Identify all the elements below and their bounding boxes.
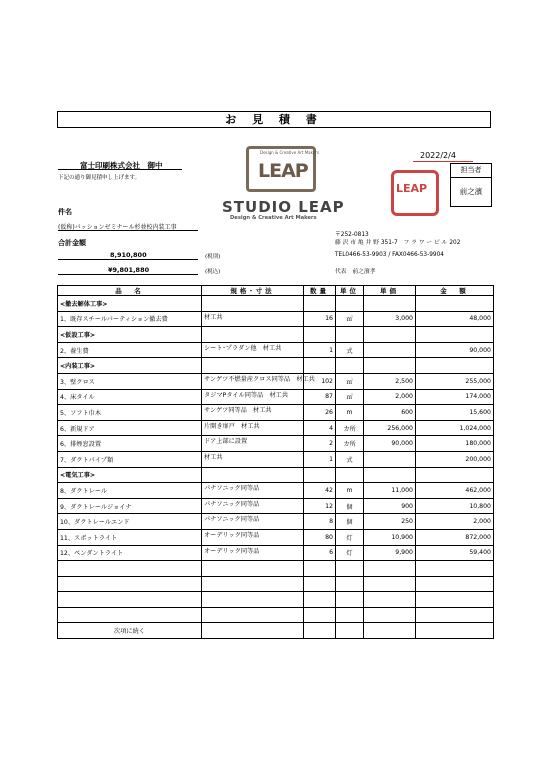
cell-qty: 16: [304, 311, 336, 327]
table-row: [58, 420, 494, 436]
cell-spec: [202, 623, 304, 639]
cell-unit: [336, 358, 364, 374]
cell-amount: 180,000: [416, 436, 494, 452]
issue-date: 2022/2/4: [420, 151, 456, 160]
cell-name: [58, 592, 202, 608]
cell-unit: ㎡: [336, 389, 364, 405]
header-spec: 規格･寸法: [202, 286, 304, 296]
client-name: 富士印刷株式会社 御中: [80, 161, 163, 170]
table-row: [58, 623, 494, 639]
kenmei-label: 件名: [58, 208, 72, 216]
cell-qty: [304, 561, 336, 577]
cell-price: [364, 358, 416, 374]
table-header-row: [58, 286, 494, 296]
cell-spec: [202, 296, 304, 312]
cell-qty: 1: [304, 451, 336, 467]
cell-qty: [304, 358, 336, 374]
cell-name: [58, 607, 202, 623]
table-row: [58, 373, 494, 389]
cell-amount: 10,800: [416, 498, 494, 514]
cell-amount: 462,000: [416, 483, 494, 499]
table-row: [58, 545, 494, 561]
company-postal: 〒252-0813: [335, 232, 369, 238]
cell-spec: サンゲツ不燃量産クロス同等品 材工共: [202, 373, 304, 389]
cell-spec: 材工共: [202, 451, 304, 467]
cell-unit: m: [336, 405, 364, 421]
cell-price: [364, 327, 416, 343]
cell-price: 2,500: [364, 373, 416, 389]
cell-amount: [416, 358, 494, 374]
section-row: [58, 296, 494, 312]
cell-spec: パナソニック同等品: [202, 483, 304, 499]
table-row: [58, 389, 494, 405]
cell-amount: [416, 576, 494, 592]
cell-unit: 灯: [336, 529, 364, 545]
cell-amount: 872,000: [416, 529, 494, 545]
table-row: [58, 311, 494, 327]
cell-unit: [336, 592, 364, 608]
amount-ex-tax: 8,910,800: [110, 251, 147, 259]
document-title: お 見 積 書: [57, 111, 491, 128]
cell-name: 2、養生費: [58, 342, 202, 358]
cell-qty: [304, 327, 336, 343]
cell-unit: [336, 607, 364, 623]
cell-price: 90,000: [364, 436, 416, 452]
cell-name: 11、スポットライト: [58, 529, 202, 545]
cell-name: 1、既存スチールパーティション撤去費: [58, 311, 202, 327]
table-row: [58, 405, 494, 421]
cell-spec: オーデリック同等品: [202, 529, 304, 545]
cell-qty: [304, 296, 336, 312]
cell-name: 7、ダクトパイプ類: [58, 451, 202, 467]
cell-qty: [304, 592, 336, 608]
cell-unit: [336, 623, 364, 639]
cell-name: 6、新規ドア: [58, 420, 202, 436]
cell-amount: 48,000: [416, 311, 494, 327]
cell-price: [364, 592, 416, 608]
cell-spec: シート･プラダン他 材工共: [202, 342, 304, 358]
table-row: [58, 529, 494, 545]
cell-amount: 200,000: [416, 451, 494, 467]
amount-in-tax: ¥9,801,880: [108, 266, 150, 274]
cell-price: [364, 561, 416, 577]
table-row: [58, 451, 494, 467]
estimate-table: [57, 285, 494, 639]
cell-unit: 個: [336, 514, 364, 530]
cell-name: 5、ソフト巾木: [58, 405, 202, 421]
cell-price: 11,000: [364, 483, 416, 499]
tanto-name: 前之濱: [459, 187, 483, 196]
cell-name: [58, 561, 202, 577]
amount-underline-1: [58, 259, 198, 260]
cell-unit: [336, 467, 364, 483]
date-underline: [413, 161, 473, 162]
cell-unit: [336, 296, 364, 312]
cell-unit: [336, 327, 364, 343]
client-underline: [58, 169, 182, 170]
section-row: [58, 327, 494, 343]
cell-qty: 8: [304, 514, 336, 530]
cell-amount: 174,000: [416, 389, 494, 405]
tanto-box: [450, 163, 492, 207]
cell-amount: [416, 623, 494, 639]
company-name: STUDIO LEAP: [222, 198, 345, 216]
cell-price: 256,000: [364, 420, 416, 436]
cell-spec: 材工共: [202, 311, 304, 327]
intro-note: 下記の通り御見積申し上げます。: [58, 175, 141, 181]
cell-amount: 1,024,000: [416, 420, 494, 436]
cell-qty: 4: [304, 420, 336, 436]
cell-qty: [304, 467, 336, 483]
table-row: [58, 607, 494, 623]
cell-qty: 42: [304, 483, 336, 499]
cell-spec: [202, 561, 304, 577]
cell-price: [364, 451, 416, 467]
cell-spec: サンゲツ同等品 材工共: [202, 405, 304, 421]
cell-price: 600: [364, 405, 416, 421]
logo-leap-text: LEAP: [258, 160, 308, 182]
section-row: [58, 358, 494, 374]
cell-price: 250: [364, 514, 416, 530]
cell-price: 2,000: [364, 389, 416, 405]
cell-name: 10、ダクトレールエンド: [58, 514, 202, 530]
cell-name: 6、排煙窓設置: [58, 436, 202, 452]
cell-price: 900: [364, 498, 416, 514]
cell-qty: 87: [304, 389, 336, 405]
tax-in-label: (税込): [205, 269, 221, 275]
cell-qty: 102: [304, 373, 336, 389]
cell-unit: ㎡: [336, 373, 364, 389]
cell-amount: [416, 607, 494, 623]
company-tagline: Design & Creative Art Makers: [230, 215, 317, 221]
table-row: [58, 514, 494, 530]
header-price: 単価: [364, 286, 416, 296]
cell-price: [364, 342, 416, 358]
cell-qty: [304, 623, 336, 639]
kenmei-underline: [58, 230, 198, 231]
cell-name: 12、ペンダントライト: [58, 545, 202, 561]
cell-spec: [202, 576, 304, 592]
cell-unit: 式: [336, 342, 364, 358]
cell-unit: カ所: [336, 420, 364, 436]
cell-name: <撤去解体工事>: [58, 296, 202, 312]
header-amount: 金 額: [416, 286, 494, 296]
cell-name: 9、ダクトレールジョイナ: [58, 498, 202, 514]
cell-name: <内装工事>: [58, 358, 202, 374]
cell-spec: [202, 358, 304, 374]
table-row: [58, 483, 494, 499]
cell-spec: ドア上部に設置: [202, 436, 304, 452]
cell-name: 次項に続く: [58, 623, 202, 639]
seal-stamp-text: LEAP: [396, 182, 428, 195]
cell-name: <電気工事>: [58, 467, 202, 483]
kenmei-text: (仮称)パッションゼミナール杉並校内装工事: [58, 224, 177, 231]
cell-amount: 59,400: [416, 545, 494, 561]
cell-unit: [336, 576, 364, 592]
cell-amount: [416, 467, 494, 483]
logo-subtext: Design & Creative Art Makers: [260, 150, 319, 155]
cell-price: 9,900: [364, 545, 416, 561]
cell-unit: 灯: [336, 545, 364, 561]
cell-price: [364, 623, 416, 639]
cell-unit: [336, 561, 364, 577]
cell-spec: タジマPタイル同等品 材工共: [202, 389, 304, 405]
cell-unit: 個: [336, 498, 364, 514]
cell-spec: パナソニック同等品: [202, 514, 304, 530]
cell-price: [364, 607, 416, 623]
table-row: [58, 436, 494, 452]
header-qty: 数量: [304, 286, 336, 296]
cell-unit: 式: [336, 451, 364, 467]
cell-spec: [202, 592, 304, 608]
cell-qty: 1: [304, 342, 336, 358]
table-row: [58, 592, 494, 608]
cell-spec: [202, 327, 304, 343]
header-name: 品 名: [58, 286, 202, 296]
cell-qty: 2: [304, 436, 336, 452]
company-representative: 代表 前之濱孝: [335, 269, 376, 275]
cell-name: <仮設工事>: [58, 327, 202, 343]
cell-qty: [304, 607, 336, 623]
cell-price: [364, 296, 416, 312]
cell-amount: 2,000: [416, 514, 494, 530]
cell-price: 10,900: [364, 529, 416, 545]
table-row: [58, 498, 494, 514]
cell-spec: 片開き扉戸 材工共: [202, 420, 304, 436]
cell-qty: 12: [304, 498, 336, 514]
company-address: 藤 沢 市 亀 井 野 351-7 フ ラ ワ ー ビ ル 202: [335, 240, 461, 246]
cell-amount: 90,000: [416, 342, 494, 358]
header-unit: 単位: [336, 286, 364, 296]
cell-qty: 26: [304, 405, 336, 421]
company-tel-fax: TEL0466-53-9903 / FAX0466-53-9904: [335, 252, 444, 258]
amount-underline-2: [58, 274, 198, 275]
cell-spec: パナソニック同等品: [202, 498, 304, 514]
cell-price: [364, 576, 416, 592]
cell-qty: 6: [304, 545, 336, 561]
table-row: [58, 342, 494, 358]
cell-qty: 80: [304, 529, 336, 545]
cell-amount: [416, 296, 494, 312]
cell-spec: オーデリック同等品: [202, 545, 304, 561]
total-label: 合計金額: [58, 239, 86, 247]
cell-qty: [304, 576, 336, 592]
cell-amount: 255,000: [416, 373, 494, 389]
section-row: [58, 467, 494, 483]
cell-price: [364, 467, 416, 483]
cell-name: 4、床タイル: [58, 389, 202, 405]
cell-amount: 15,600: [416, 405, 494, 421]
table-row: [58, 561, 494, 577]
cell-unit: ㎡: [336, 311, 364, 327]
cell-unit: m: [336, 483, 364, 499]
cell-spec: [202, 467, 304, 483]
cell-name: 3、壁クロス: [58, 373, 202, 389]
cell-price: 3,000: [364, 311, 416, 327]
cell-amount: [416, 561, 494, 577]
cell-amount: [416, 592, 494, 608]
tanto-label: 担当者: [451, 164, 491, 178]
cell-unit: カ所: [336, 436, 364, 452]
tax-ex-label: (税別): [205, 254, 221, 260]
cell-name: [58, 576, 202, 592]
cell-name: 8、ダクトレール: [58, 483, 202, 499]
table-row: [58, 576, 494, 592]
cell-amount: [416, 327, 494, 343]
cell-spec: [202, 607, 304, 623]
